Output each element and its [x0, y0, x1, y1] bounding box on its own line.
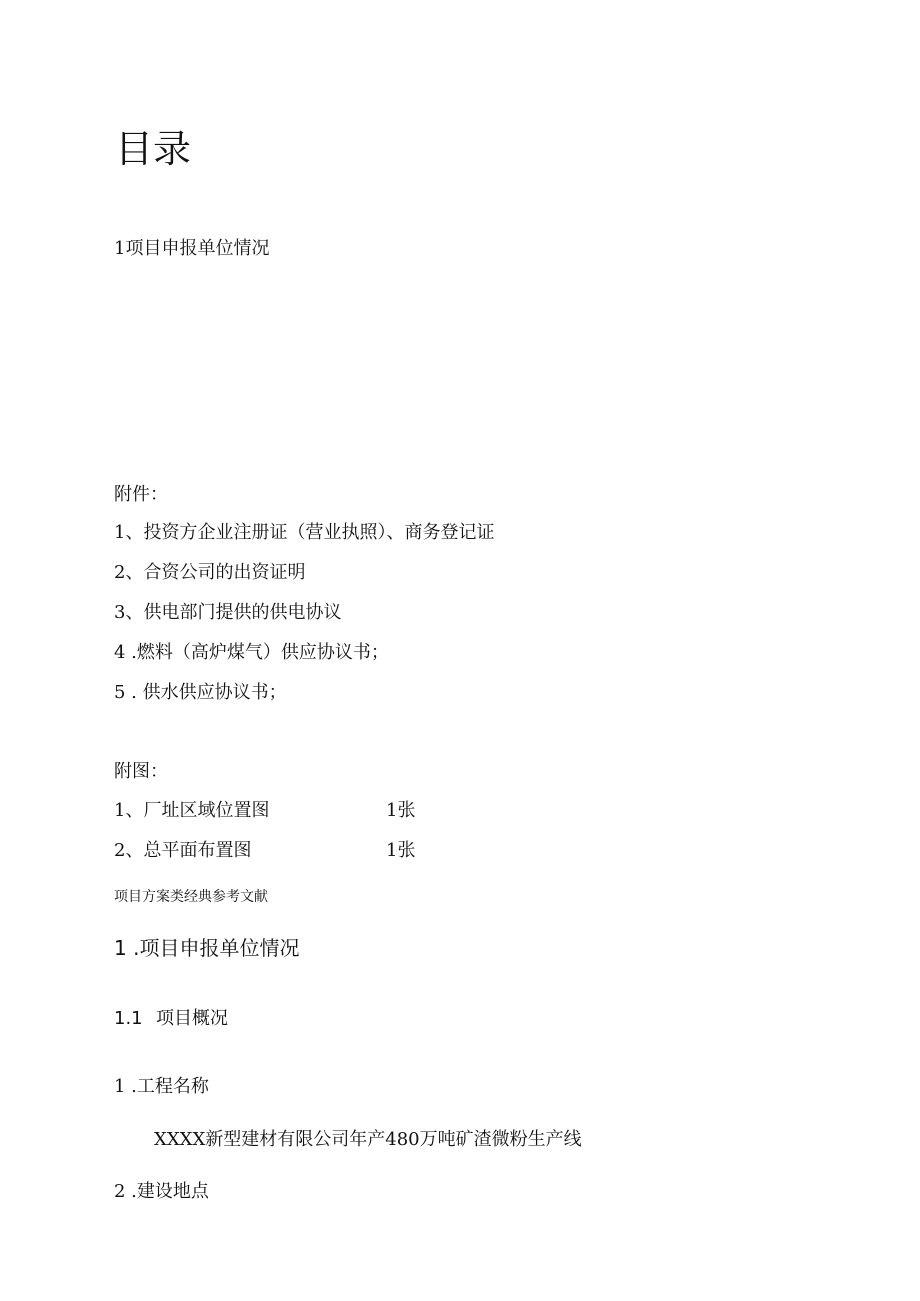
toc-title: 目录 [115, 127, 192, 171]
item-heading: 1 .工程名称 [114, 1076, 209, 1097]
reference-note: 项目方案类经典参考文献 [114, 889, 268, 905]
attachment-item: 2、合资公司的出资证明 [114, 562, 306, 583]
attachment-item: 5 . 供水供应协议书； [114, 682, 287, 703]
figure-item-count: 1张 [386, 840, 416, 861]
figure-item-count: 1张 [386, 800, 416, 821]
figure-item-name: 2、总平面布置图 [114, 840, 252, 861]
section-heading: 1 .项目申报单位情况 [114, 936, 300, 960]
subsection-number: 1.1 [114, 1008, 143, 1029]
figures-label: 附图： [114, 761, 168, 782]
attachment-item: 3、供电部门提供的供电协议 [114, 602, 342, 623]
figure-item-name: 1、厂址区域位置图 [114, 800, 270, 821]
subsection-title: 项目概况 [156, 1008, 228, 1029]
item-heading: 2 .建设地点 [114, 1181, 209, 1202]
attachment-item: 4 .燃料（高炉煤气）供应协议书； [114, 642, 389, 663]
attachment-item: 1、投资方企业注册证（营业执照）、商务登记证 [114, 522, 495, 543]
project-name-text: XXXX新型建材有限公司年产480万吨矿渣微粉生产线 [154, 1129, 582, 1150]
subsection-heading [114, 1006, 228, 1032]
attachments-label: 附件： [114, 484, 168, 505]
toc-item[interactable]: 1项目申报单位情况 [114, 238, 270, 259]
